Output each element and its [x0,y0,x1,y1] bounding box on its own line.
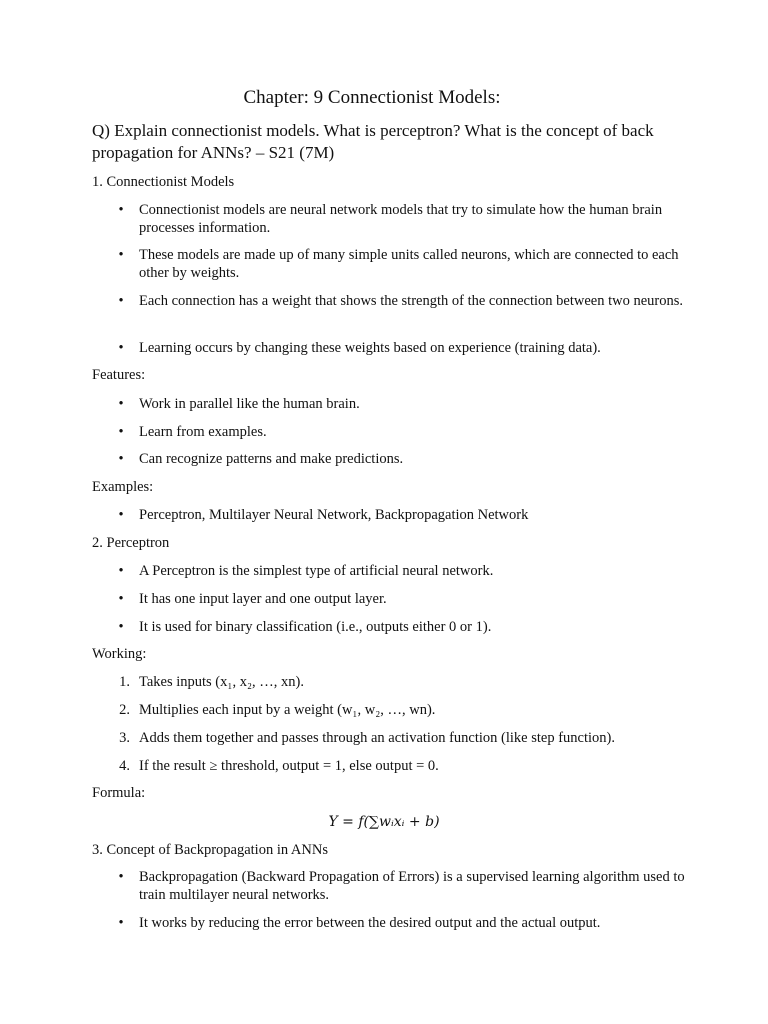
list-item-text: Learn from examples. [139,424,267,440]
step-text: If the result ≥ threshold, output = 1, else output = 0. [139,758,439,774]
question-text: Q) Explain connectionist models. What is perceptron? What is the concept of back propagation for ANNs? – S21 (7M) [92,121,654,162]
list-item-text: These models are made up of many simple units called neurons, which are connected to each other by weights. [139,247,679,281]
examples-label: Examples: [92,479,154,495]
bullet-marker: • [118,451,124,467]
bullet-marker: • [118,507,124,523]
bullet-marker: • [118,202,124,218]
features-label: Features: [92,367,146,383]
formula-label: Formula: [92,785,146,801]
list-item-text: It works by reducing the error between the desired output and the actual output. [139,915,601,931]
page-title: Chapter: 9 Connectionist Models: [243,87,501,108]
perceptron-formula: Y = f(∑wᵢxᵢ + b) [328,814,440,830]
bullet-marker: • [118,396,124,412]
bullet-marker: • [118,591,124,607]
section-heading-perceptron: 2. Perceptron [92,535,170,551]
step-text: Multiplies each input by a weight (w₁, w₂, …, wn). [139,702,436,718]
bullet-marker: • [118,293,124,309]
step-number: 2. [119,702,130,718]
working-label: Working: [92,646,147,662]
bullet-marker: • [118,247,124,263]
step-text: Takes inputs (x₁, x₂, …, xn). [139,674,304,690]
bullet-marker: • [118,869,124,885]
step-number: 3. [119,730,130,746]
bullet-marker: • [118,915,124,931]
bullet-marker: • [118,340,124,356]
section-heading-connectionist: 1. Connectionist Models [92,174,235,190]
list-item-text: Connectionist models are neural network models that try to simulate how the human brain processes information. [139,202,663,236]
bullet-marker: • [118,424,124,440]
list-item-text: Each connection has a weight that shows the strength of the connection between two neurons. [139,293,683,309]
section-heading-backpropagation: 3. Concept of Backpropagation in ANNs [92,842,328,858]
step-number: 1. [119,674,130,690]
list-item-text: It has one input layer and one output layer. [139,591,387,607]
list-item-text: Backpropagation (Backward Propagation of Errors) is a supervised learning algorithm used to train multilayer neural networks. [139,869,685,903]
bullet-marker: • [118,619,124,635]
list-item-text: It is used for binary classification (i.e., outputs either 0 or 1). [139,619,492,635]
bullet-marker: • [118,563,124,579]
list-item-text: Perceptron, Multilayer Neural Network, Backpropagation Network [139,507,529,523]
list-item-text: Learning occurs by changing these weights based on experience (training data). [139,340,601,356]
step-text: Adds them together and passes through an activation function (like step function). [139,730,615,746]
list-item-text: A Perceptron is the simplest type of artificial neural network. [139,563,494,579]
step-number: 4. [119,758,130,774]
list-item-text: Can recognize patterns and make predictions. [139,451,404,467]
list-item-text: Work in parallel like the human brain. [139,396,360,412]
